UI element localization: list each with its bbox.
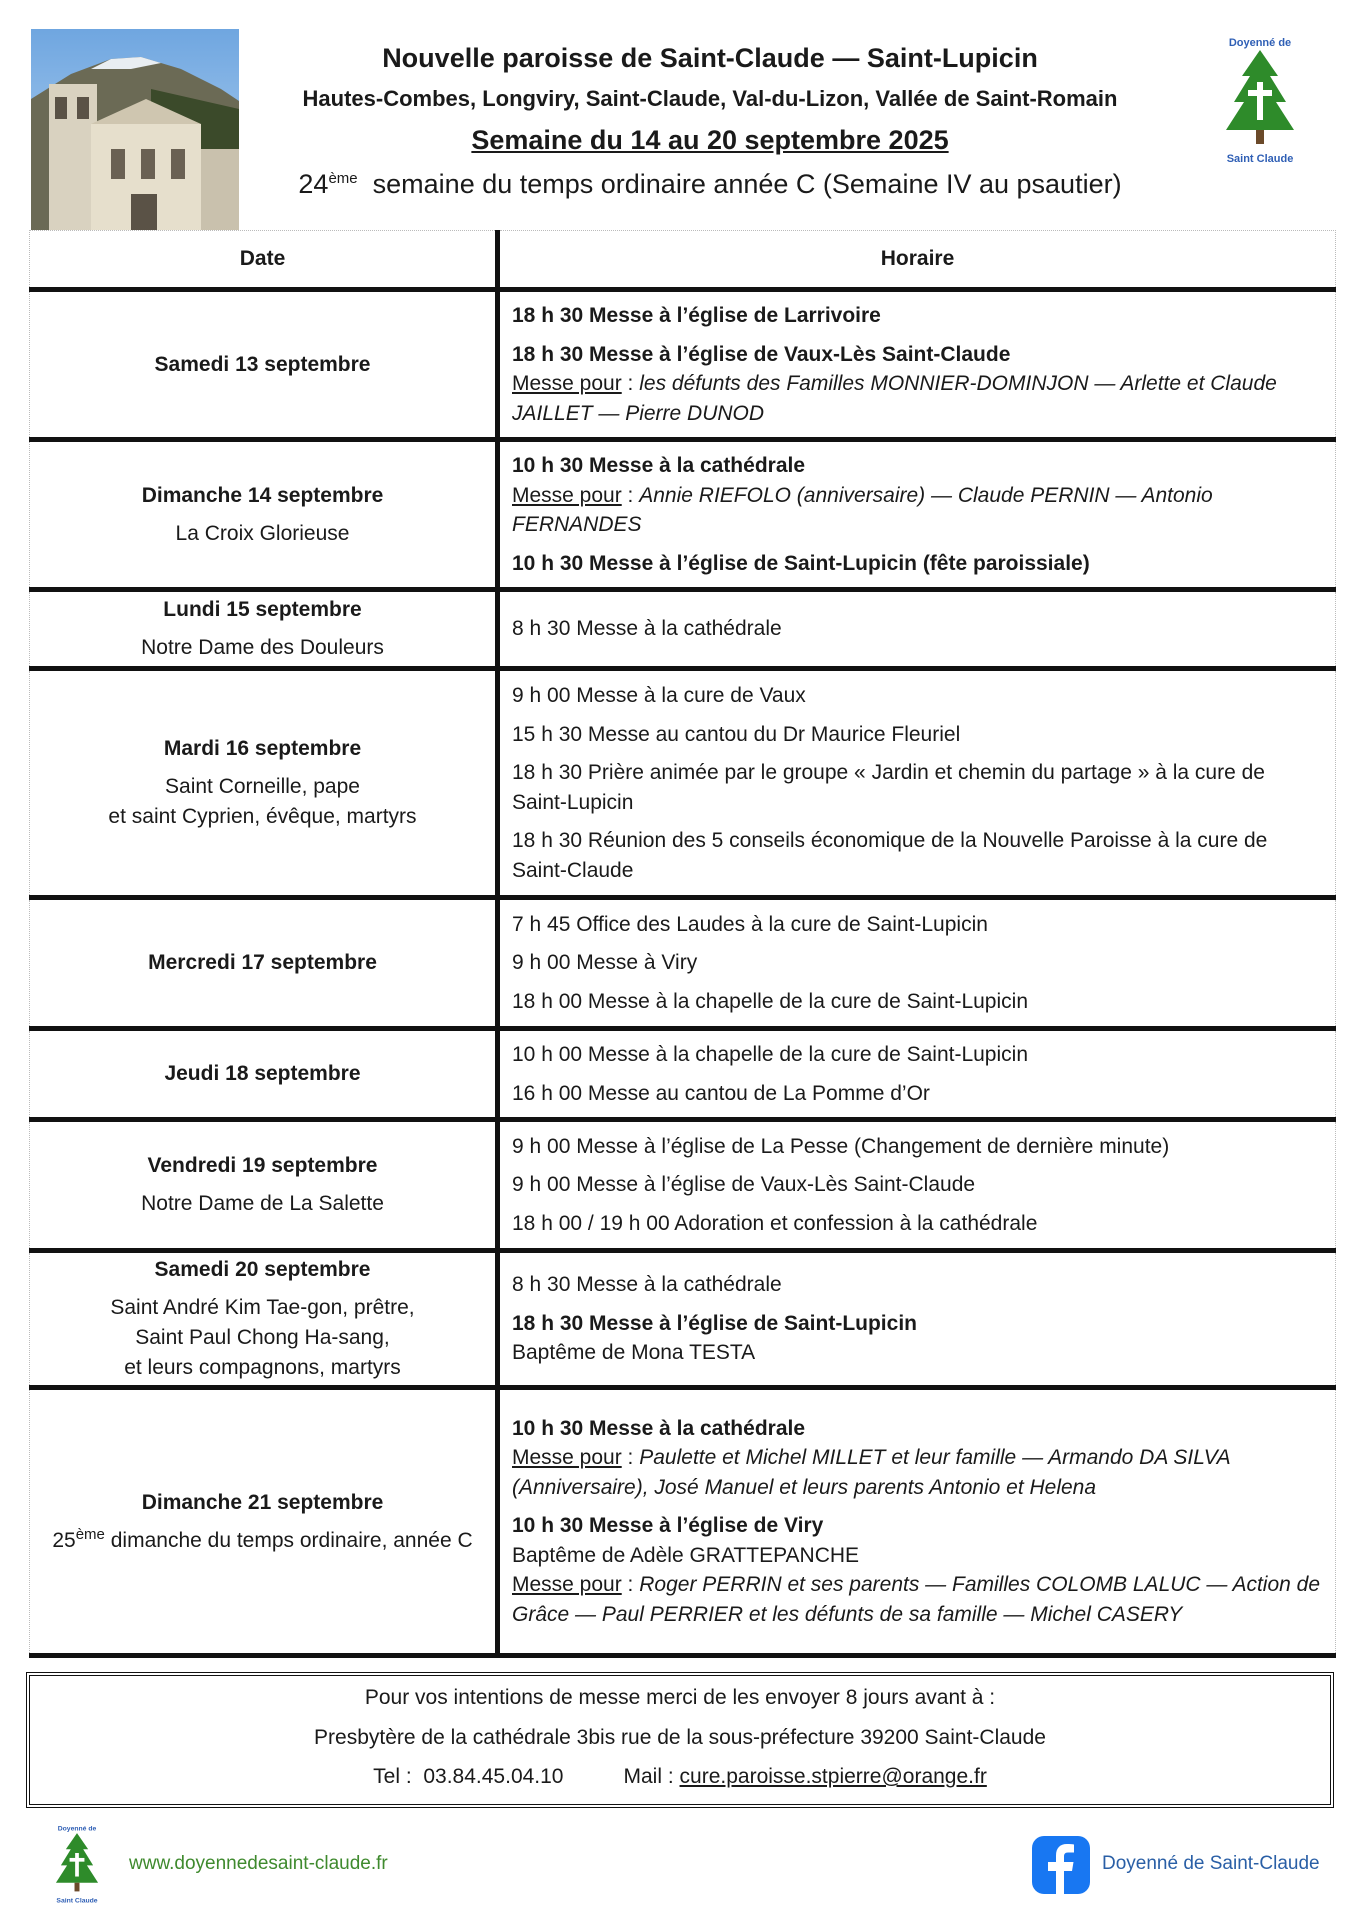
horaire-cell bbox=[498, 290, 1336, 440]
day-label: Mercredi 17 septembre bbox=[148, 951, 377, 974]
entry-plain: Baptême de Adèle GRATTEPANCHE bbox=[512, 1543, 860, 1567]
date-cell bbox=[30, 1388, 498, 1656]
entry-plain: Baptême de Mona TESTA bbox=[512, 1341, 756, 1365]
date-cell bbox=[30, 440, 498, 590]
cross-icon bbox=[1257, 82, 1263, 120]
day-label: Vendredi 19 septembre bbox=[147, 1154, 378, 1177]
intention-label: Messe pour bbox=[512, 483, 622, 507]
schedule-entry: 18 h 30 Prière animée par le groupe « Jardin et chemin du partage » à la cure de Saint-Lupicin bbox=[512, 761, 1265, 814]
schedule-entry: 10 h 00 Messe à la chapelle de la cure de Saint-Lupicin bbox=[512, 1043, 1028, 1066]
logo-small-text-top: Doyenné de bbox=[57, 1825, 97, 1833]
website-link[interactable]: www.doyennedesaint-claude.fr bbox=[129, 1853, 388, 1874]
feast-label-2: et saint Cyprien, évêque, martyrs bbox=[108, 805, 417, 828]
intention-text: Paulette et Michel MILLET et leur famille — Armando DA SILVA (Anniversaire), José Manuel et leurs parents Antonio et Helena bbox=[512, 1446, 1230, 1499]
feast-label: Notre Dame de La Salette bbox=[141, 1192, 384, 1215]
feast-label: La Croix Glorieuse bbox=[175, 521, 350, 545]
schedule-entry: 8 h 30 Messe à la cathédrale bbox=[512, 1273, 782, 1297]
day-label: Jeudi 18 septembre bbox=[164, 1062, 361, 1085]
date-cell bbox=[30, 1251, 498, 1388]
contact-box bbox=[26, 1672, 1334, 1808]
feast-label: Saint André Kim Tae-gon, prêtre, bbox=[110, 1296, 415, 1319]
ordinary-sup: ème bbox=[328, 170, 358, 187]
ordinary-rest: semaine du temps ordinaire année C (Semaine IV au psautier) bbox=[372, 169, 1122, 199]
date-cell bbox=[30, 1029, 498, 1120]
mail-link[interactable]: cure.paroisse.stpierre@orange.fr bbox=[679, 1765, 987, 1788]
header bbox=[0, 0, 1357, 232]
date-cell bbox=[30, 290, 498, 440]
feast-number: 25 bbox=[52, 1528, 76, 1552]
schedule-entry: 10 h 30 Messe à la cathédrale Messe pour : Paulette et Michel MILLET et leur famille — Armando DA SILVA (Anniversaire), José Manuel et leurs parents Antonio et Helena bbox=[512, 1414, 1323, 1503]
contact-address: Presbytère de la cathédrale 3bis rue de la sous-préfecture 39200 Saint-Claude bbox=[314, 1726, 1046, 1749]
week-heading: Semaine du 14 au 20 septembre 2025 bbox=[471, 125, 949, 155]
entry-title: 18 h 30 Messe à l’église de Larrivoire bbox=[512, 304, 881, 327]
horaire-cell bbox=[498, 590, 1336, 669]
page-title: Nouvelle paroisse de Saint-Claude — Saint-Lupicin bbox=[382, 43, 1038, 73]
schedule-table bbox=[29, 230, 1336, 1658]
schedule-entry: 9 h 00 Messe à l’église de La Pesse (Changement de dernière minute) bbox=[512, 1134, 1170, 1158]
intention-label: Messe pour bbox=[512, 1573, 622, 1597]
horaire-cell bbox=[498, 1120, 1336, 1251]
feast-sup: ème bbox=[75, 1525, 105, 1543]
date-cell bbox=[30, 669, 498, 898]
table-row bbox=[30, 669, 1336, 898]
schedule-entry: 7 h 45 Office des Laudes à la cure de Saint-Lupicin bbox=[512, 912, 988, 936]
table-row bbox=[30, 1388, 1336, 1656]
deanery-logo bbox=[1210, 32, 1310, 174]
ordinary-time-line bbox=[250, 162, 1170, 206]
mail-label: Mail : bbox=[623, 1765, 674, 1788]
cross-icon bbox=[75, 1853, 79, 1877]
schedule-entry: 8 h 30 Messe à la cathédrale bbox=[512, 617, 782, 641]
table-row bbox=[30, 1029, 1336, 1120]
date-cell bbox=[30, 898, 498, 1029]
schedule-entry bbox=[512, 549, 1323, 579]
entry-title: 10 h 30 Messe à la cathédrale bbox=[512, 1416, 806, 1440]
feast-label bbox=[30, 1526, 495, 1556]
horaire-cell bbox=[498, 1251, 1336, 1388]
horaire-cell bbox=[498, 669, 1336, 898]
logo-small-text-bottom: Saint Claude bbox=[56, 1897, 98, 1905]
intention-text: Annie RIEFOLO (anniversaire) — Claude PERNIN — Antonio FERNANDES bbox=[512, 483, 1213, 536]
day-label: Mardi 16 septembre bbox=[163, 737, 362, 760]
table-row bbox=[30, 440, 1336, 590]
tel-value: 03.84.45.04.10 bbox=[423, 1765, 564, 1788]
schedule-entry: 9 h 00 Messe à l’église de Vaux-Lès Saint-Claude bbox=[512, 1173, 976, 1197]
day-label: Samedi 20 septembre bbox=[154, 1258, 371, 1281]
logo-text-top: Doyenné de bbox=[1228, 37, 1292, 49]
date-cell bbox=[30, 590, 498, 669]
schedule-entry: 18 h 30 Messe à l’église de Vaux-Lès Saint-Claude Messe pour : les défunts des Familles MONNIER-DOMINJON — Arlette et Claude JAILLET — Pierre DUNOD bbox=[512, 340, 1323, 429]
contact-intro: Pour vos intentions de messe merci de les envoyer 8 jours avant à : bbox=[364, 1686, 996, 1709]
schedule-entry: 10 h 30 Messe à la cathédrale Messe pour : Annie RIEFOLO (anniversaire) — Claude PERNIN — Antonio FERNANDES bbox=[512, 451, 1323, 540]
contact-line bbox=[30, 1765, 1330, 1789]
entry-title: 18 h 30 Messe à l’église de Saint-Lupicin bbox=[512, 1311, 917, 1335]
tel-label: Tel : bbox=[373, 1765, 412, 1788]
facebook-icon[interactable] bbox=[1032, 1836, 1090, 1894]
day-label: Dimanche 14 septembre bbox=[141, 483, 384, 507]
table-header-row bbox=[30, 231, 1336, 290]
page-subtitle: Hautes-Combes, Longviry, Saint-Claude, Val-du-Lizon, Vallée de Saint-Romain bbox=[302, 86, 1118, 111]
schedule-entry: 18 h 00 Messe à la chapelle de la cure de Saint-Lupicin bbox=[512, 989, 1028, 1013]
col-header-date: Date bbox=[30, 231, 498, 290]
schedule-entry: 18 h 00 / 19 h 00 Adoration et confession à la cathédrale bbox=[512, 1211, 1038, 1235]
feast-label: Saint Corneille, pape bbox=[165, 775, 360, 798]
ordinary-number: 24 bbox=[298, 169, 329, 199]
table-row bbox=[30, 1251, 1336, 1388]
table-row bbox=[30, 1120, 1336, 1251]
church-photo bbox=[31, 29, 239, 230]
day-label: Lundi 15 septembre bbox=[163, 598, 362, 621]
schedule-entry: 16 h 00 Messe au cantou de La Pomme d’Or bbox=[512, 1081, 930, 1105]
col-header-horaire: Horaire bbox=[498, 231, 1336, 290]
intention-label: Messe pour bbox=[512, 372, 622, 395]
day-label: Dimanche 21 septembre bbox=[141, 1490, 384, 1514]
title-block bbox=[250, 38, 1170, 206]
intention-text: les défunts des Familles MONNIER-DOMINJON — Arlette et Claude JAILLET — Pierre DUNOD bbox=[512, 372, 1277, 425]
entry-title: 18 h 30 Messe à l’église de Vaux-Lès Saint-Claude bbox=[512, 342, 1011, 366]
feast-rest: dimanche du temps ordinaire, année C bbox=[110, 1528, 473, 1552]
table-row bbox=[30, 898, 1336, 1029]
entry-title: 10 h 30 Messe à l’église de Saint-Lupicin (fête paroissiale) bbox=[512, 551, 1090, 575]
schedule-entry: 9 h 00 Messe à Viry bbox=[512, 951, 698, 975]
feast-label-2: Saint Paul Chong Ha-sang, bbox=[135, 1326, 390, 1349]
schedule-entry: 9 h 00 Messe à la cure de Vaux bbox=[512, 684, 806, 707]
schedule-entry: 18 h 30 Réunion des 5 conseils économique de la Nouvelle Paroisse à la cure de Saint-Claude bbox=[512, 829, 1268, 882]
intention-text: Roger PERRIN et ses parents — Familles COLOMB LALUC — Action de Grâce — Paul PERRIER et les défunts de sa famille — Michel CASERY bbox=[512, 1573, 1321, 1626]
schedule-entry bbox=[512, 1309, 1323, 1368]
table-row bbox=[30, 290, 1336, 440]
deanery-logo-small bbox=[46, 1822, 108, 1910]
intention-label: Messe pour bbox=[512, 1446, 622, 1470]
date-cell bbox=[30, 1120, 498, 1251]
horaire-cell bbox=[498, 898, 1336, 1029]
feast-label: Notre Dame des Douleurs bbox=[141, 636, 384, 659]
schedule-entry: 10 h 30 Messe à l’église de Viry Baptême de Adèle GRATTEPANCHE Messe pour : Roger PERRIN et ses parents — Familles COLOMB LALUC — Action de Grâce — Paul PERRIER et les défunts de sa famille — Michel CASERY bbox=[512, 1511, 1323, 1629]
horaire-cell bbox=[498, 1029, 1336, 1120]
day-label: Samedi 13 septembre bbox=[154, 352, 371, 376]
horaire-cell bbox=[498, 440, 1336, 590]
facebook-page-name[interactable]: Doyenné de Saint-Claude bbox=[1102, 1853, 1320, 1874]
entry-title: 10 h 30 Messe à la cathédrale bbox=[512, 454, 806, 477]
feast-label-3: et leurs compagnons, martyrs bbox=[124, 1356, 401, 1379]
horaire-cell bbox=[498, 1388, 1336, 1656]
entry-title: 10 h 30 Messe à l’église de Viry bbox=[512, 1514, 824, 1538]
table-row bbox=[30, 590, 1336, 669]
logo-text-bottom: Saint Claude bbox=[1226, 153, 1294, 165]
schedule-entry: 15 h 30 Messe au cantou du Dr Maurice Fleuriel bbox=[512, 722, 961, 746]
schedule-entry bbox=[512, 301, 1323, 331]
